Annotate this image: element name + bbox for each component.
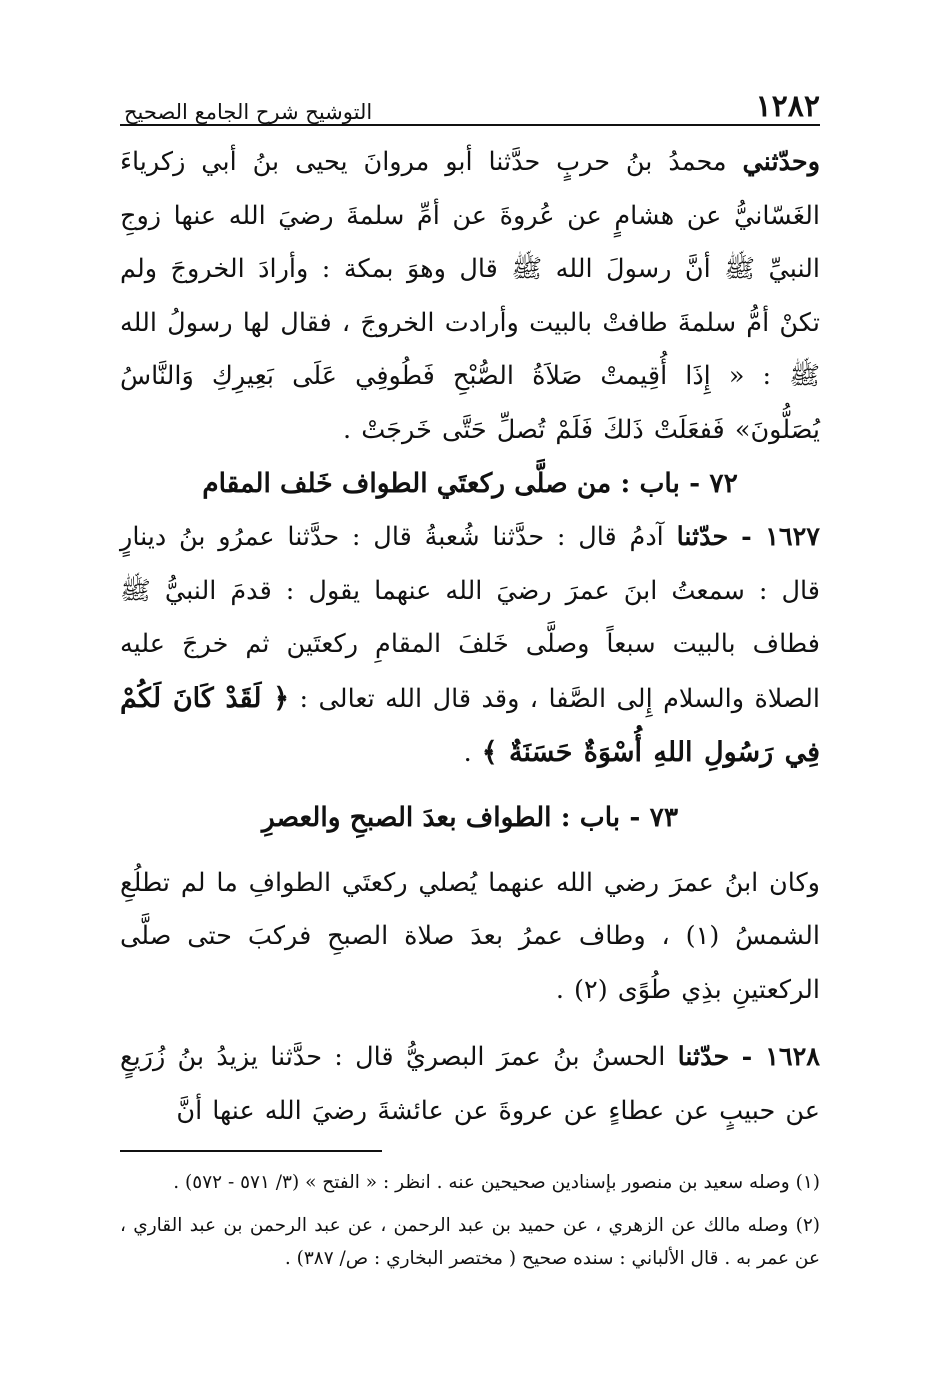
narration-lead: وحدّثني <box>742 147 821 177</box>
page-number: ١٢٨٢ <box>755 89 820 124</box>
footnote-1: (١) وصله سعيد بن منصور بإسنادين صحيحين عنه . انظر : « الفتح » (٣/ ٥٧١ - ٥٧٢) . <box>173 1172 820 1193</box>
book-page <box>120 78 820 1308</box>
hadith-1627 <box>120 511 820 781</box>
narration-text: آدمُ قال : حدَّثنا شُعبةُ قال : حدَّثنا عمرُو بنُ دينارٍ قال : سمعتُ ابنَ عمرَ رضيَ الله عنهما يقول : قدمَ النبيُّ ﷺ فطاف بالبيت سبعاً وصلَّى خَلفَ المقامِ ركعتَين ثم خرجَ عليه الصلاة والسلام إِلى الصَّفا ، وقد قال الله تعالى : <box>120 522 820 714</box>
chapter-heading-72: ٧٢ - باب : من صلَّى ركعتَي الطواف خَلف المقام <box>202 468 738 499</box>
narration-lead: حدّثنا <box>677 1042 730 1072</box>
hadith-paragraph <box>120 136 820 457</box>
footnote-divider <box>120 1150 382 1152</box>
narration-text: الحسنُ بنُ عمرَ البصريُّ قال : حدَّثنا يزيدُ بنُ زُرَيعٍ عن حبيبٍ عن عطاءٍ عن عروةَ عن عائشةَ رضيَ الله عنها أنَّ <box>120 1042 820 1126</box>
footnotes <box>120 1166 820 1275</box>
running-title: التوشيح شرح الجامع الصحيح <box>124 100 373 124</box>
narration-text: محمدُ بنُ حربٍ حدَّثنا أبو مروانَ يحيى بنُ أبي زكرياءَ الغَسّانيُّ عن هشامٍ عن عُروةَ عن أمِّ سلمةَ رضيَ الله عنها زوجِ النبيِّ ﷺ أنَّ رسولَ الله ﷺ قال وهوَ بمكة : وأرادَ الخروجَ ولم تكنْ أمُّ سلمةَ طافتْ بالبيت وأرادت الخروجَ ، فقال لها رسولُ الله ﷺ : « إِذَا أُقِيمتْ صَلاَةُ الصُّبْحِ فَطُوفِي عَلَى بَعِيرِكِ وَالنَّاسُ يُصَلُّونَ» فَفعَلَتْ ذَلكَ فَلَمْ تُصلِّ حَتَّى خَرجَتْ . <box>120 147 820 445</box>
chapter-heading-73: ٧٣ - باب : الطواف بعدَ الصبحِ والعصرِ <box>261 801 679 833</box>
hadith-number: ١٦٢٧ - <box>741 522 821 552</box>
hadith-1628 <box>120 1031 820 1138</box>
footnote-2: (٢) وصله مالك عن الزهري ، عن حميد بن عبد الرحمن ، عن عبد الرحمن بن عبد القاري ، عن عمر به . قال الألباني : سنده صحيح ( مختصر البخاري : ص/ ٣٨٧) . <box>120 1215 820 1269</box>
narration-lead: حدّثنا <box>676 522 729 552</box>
page-header <box>120 78 820 126</box>
sentence-end: . <box>463 738 472 768</box>
quran-verse: ﴿ لَقَدْ كَانَ لَكُمْ فِي رَسُولِ اللهِ أُسْوَةٌ حَسَنَةٌ ﴾ <box>120 682 820 768</box>
hadith-number: ١٦٢٨ - <box>741 1042 820 1072</box>
athar-paragraph: وكان ابنُ عمرَ رضي الله عنهما يُصلي ركعتَي الطوافِ ما لم تطلُعِ الشمسُ (١) ، وطاف عمرُ بعدَ صلاة الصبحِ فركبَ حتى صلَّى الركعتينِ بذِي طُوًى (٢) . <box>120 867 820 1005</box>
